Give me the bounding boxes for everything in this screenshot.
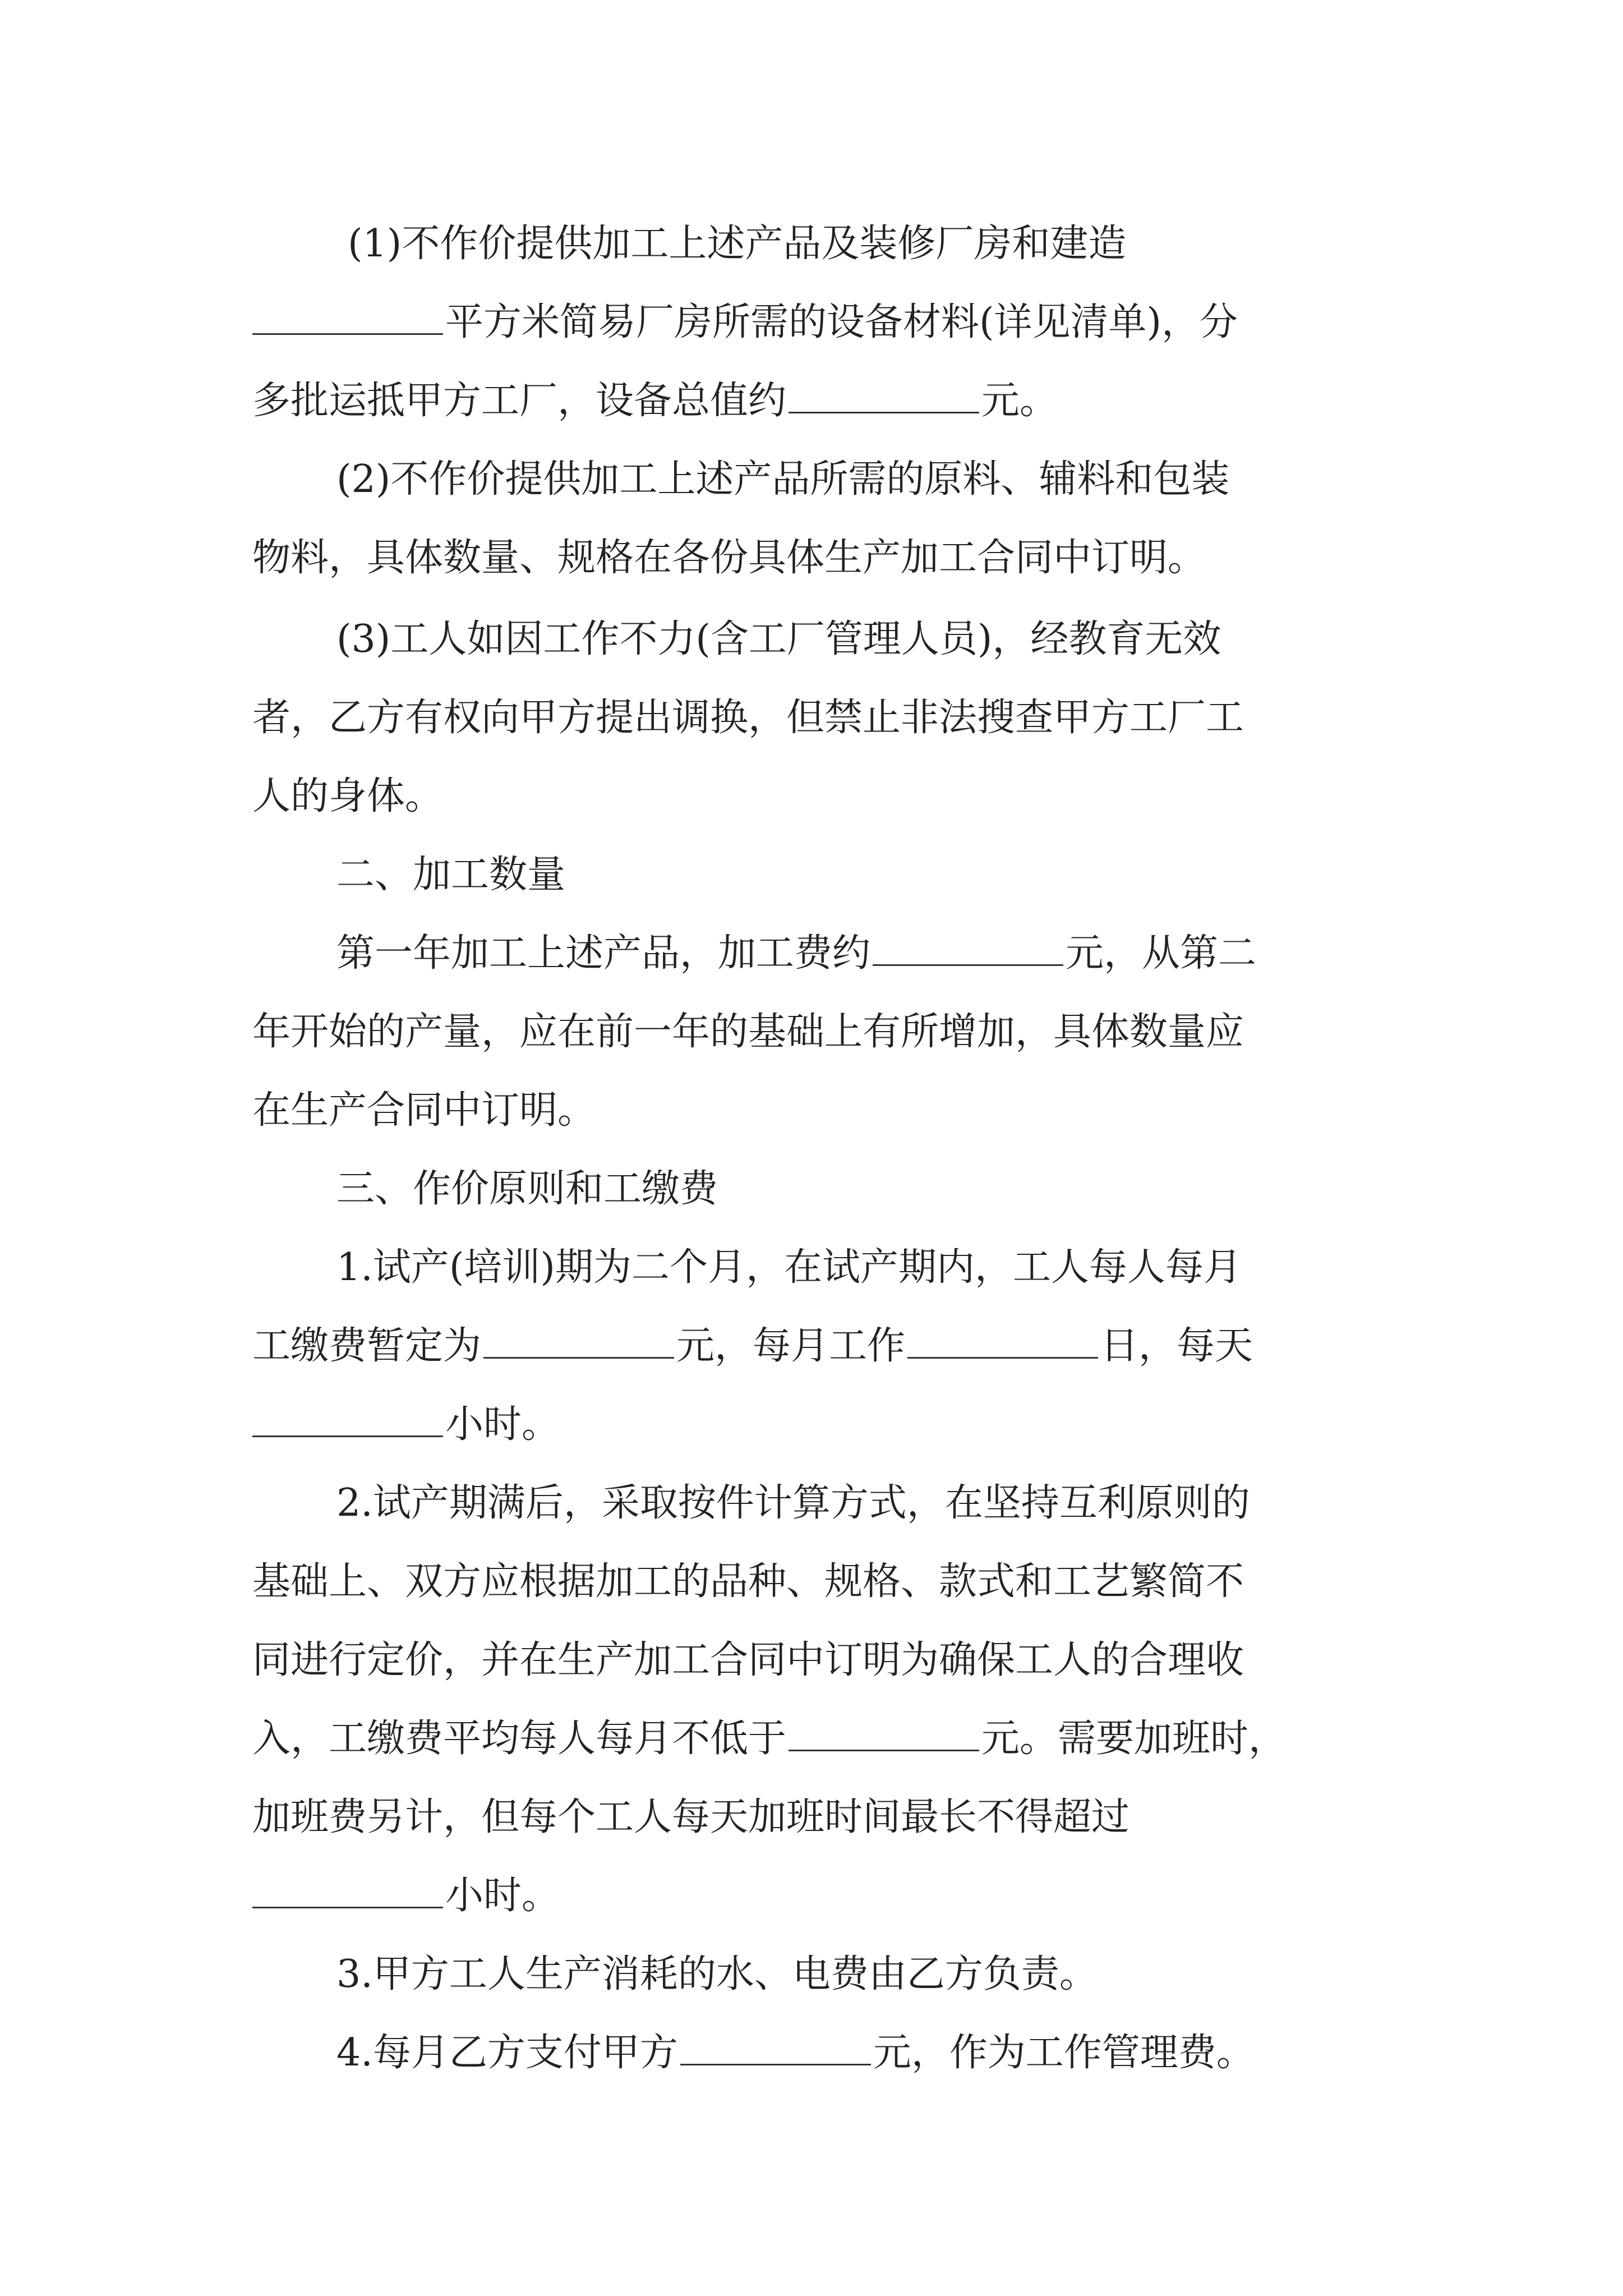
text-line bbox=[336, 1237, 1475, 1299]
text-segment: 入，工缴费平均每人每月不低于 bbox=[252, 1717, 787, 1761]
text-line bbox=[336, 609, 1475, 670]
fill-in-blank bbox=[907, 1323, 1098, 1359]
text-segment: (3)工人如因工作不力(含工厂管理人员)，经教育无效 bbox=[336, 617, 1221, 661]
text-line bbox=[252, 1630, 1391, 1691]
text-line bbox=[336, 923, 1475, 984]
text-segment: 同进行定价，并在生产加工合同中订明为确保工人的合理收 bbox=[252, 1638, 1244, 1682]
text-segment: 元。 bbox=[981, 379, 1058, 423]
text-line bbox=[348, 213, 1486, 275]
text-line bbox=[252, 1315, 1391, 1377]
text-segment: 二、加工数量 bbox=[336, 853, 566, 897]
text-line bbox=[336, 449, 1475, 510]
fill-in-blank bbox=[483, 1323, 674, 1359]
text-line bbox=[252, 527, 1391, 589]
text-line bbox=[252, 766, 1391, 827]
text-segment: 3.甲方工人生产消耗的水、电费由乙方负责。 bbox=[336, 1952, 1098, 1996]
text-segment: 日，每天 bbox=[1100, 1324, 1253, 1368]
text-segment: 多批运抵甲方工厂，设备总值约 bbox=[252, 379, 787, 423]
fill-in-blank bbox=[680, 2030, 871, 2065]
text-line bbox=[252, 1001, 1391, 1063]
fill-in-blank bbox=[252, 1402, 443, 1437]
text-segment: 4.每月乙方支付甲方 bbox=[336, 2031, 678, 2075]
text-segment: 人的身体。 bbox=[252, 774, 444, 818]
text-segment: 元。需要加班时， bbox=[981, 1717, 1287, 1761]
text-segment: 三、作价原则和工缴费 bbox=[336, 1167, 718, 1211]
text-line bbox=[252, 1394, 1391, 1456]
text-line bbox=[336, 1944, 1475, 2005]
text-line bbox=[252, 292, 1391, 353]
text-segment: 小时。 bbox=[445, 1402, 560, 1447]
text-segment: 加班费另计，但每个工人每天加班时间最长不得超过 bbox=[252, 1795, 1130, 1839]
text-segment: 第一年加工上述产品，加工费约 bbox=[336, 931, 871, 976]
text-segment: 1.试产(培训)期为二个月，在试产期内，工人每人每月 bbox=[336, 1245, 1242, 1290]
text-segment: 元，每月工作 bbox=[676, 1324, 906, 1368]
text-segment: (2)不作价提供加工上述产品所需的原料、辅料和包装 bbox=[336, 457, 1230, 501]
text-segment: 2.试产期满后，采取按件计算方式，在坚持互利原则的 bbox=[336, 1481, 1250, 1525]
fill-in-blank bbox=[252, 1873, 443, 1908]
section-heading bbox=[336, 1158, 1475, 1220]
text-segment: 工缴费暂定为 bbox=[252, 1324, 482, 1368]
fill-in-blank bbox=[789, 378, 979, 413]
text-line bbox=[336, 1473, 1475, 1534]
section-heading bbox=[336, 844, 1475, 906]
text-segment: 元，从第二 bbox=[1066, 931, 1257, 976]
text-segment: (1)不作价提供加工上述产品及装修厂房和建造 bbox=[348, 222, 1127, 266]
text-segment: 年开始的产量，应在前一年的基础上有所增加，具体数量应 bbox=[252, 1010, 1244, 1054]
text-segment: 者，乙方有权向甲方提出调换，但禁止非法搜查甲方工厂工 bbox=[252, 696, 1244, 740]
text-segment: 元，作为工作管理费。 bbox=[873, 2031, 1255, 2075]
text-segment: 平方米简易厂房所需的设备材料(详见清单)，分 bbox=[445, 300, 1238, 344]
text-line bbox=[252, 1080, 1391, 1142]
text-line bbox=[252, 1865, 1391, 1927]
text-line bbox=[252, 687, 1391, 749]
text-line bbox=[252, 1787, 1391, 1848]
text-line bbox=[252, 1551, 1391, 1613]
text-segment: 物料，具体数量、规格在各份具体生产加工合同中订明。 bbox=[252, 536, 1206, 580]
text-segment: 小时。 bbox=[445, 1874, 560, 1918]
text-segment: 基础上、双方应根据加工的品种、规格、款式和工艺繁简不 bbox=[252, 1559, 1244, 1604]
text-line bbox=[252, 370, 1391, 432]
fill-in-blank bbox=[252, 300, 443, 335]
text-segment: 在生产合同中订明。 bbox=[252, 1088, 596, 1133]
text-line bbox=[252, 1708, 1391, 1770]
fill-in-blank bbox=[873, 931, 1063, 966]
fill-in-blank bbox=[789, 1716, 979, 1751]
text-line bbox=[336, 2022, 1475, 2084]
